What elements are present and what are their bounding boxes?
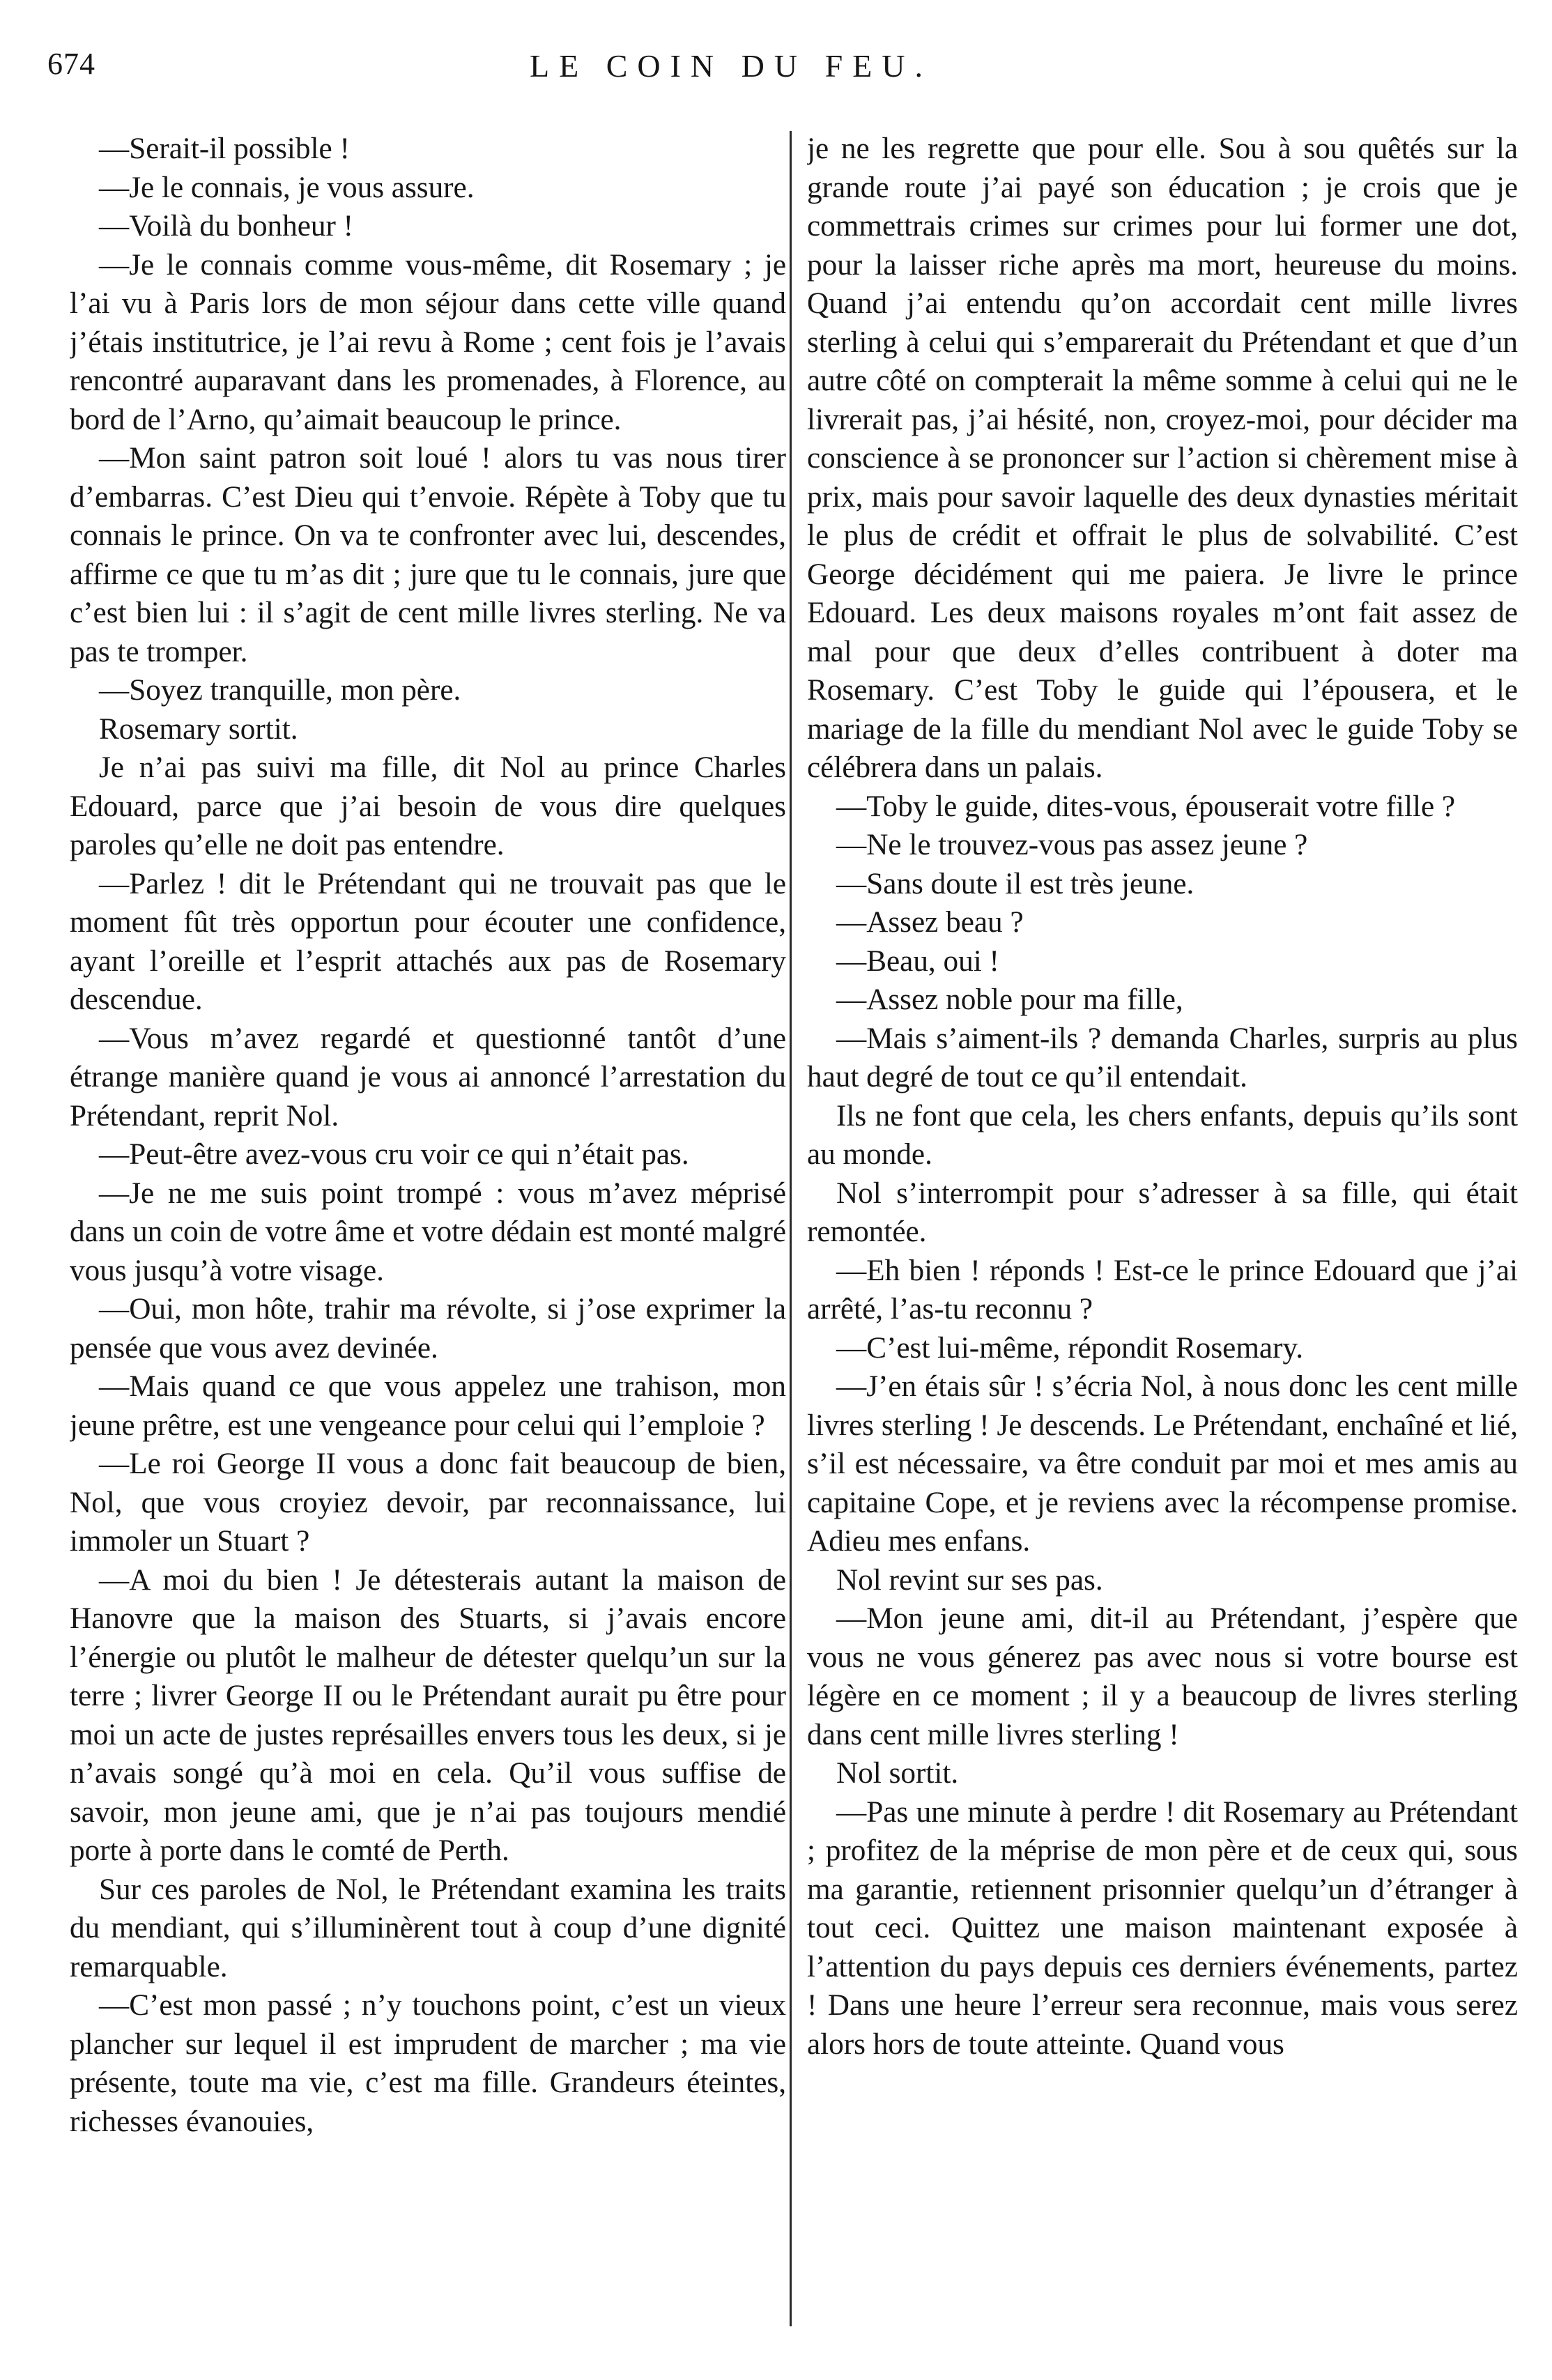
column-divider <box>790 131 792 2326</box>
paragraph: —Mais quand ce que vous appelez une trahison, mon jeune prêtre, est une vengeance pour celui qui l’emploie ? <box>70 1370 786 1442</box>
page-number: 674 <box>47 47 95 81</box>
running-title: LE COIN DU FEU. <box>530 48 932 84</box>
paragraph: Nol s’interrompit pour s’adresser à sa fille, qui était remontée. <box>807 1176 1518 1248</box>
paragraph: —Oui, mon hôte, trahir ma révolte, si j’ose exprimer la pensée que vous avez devinée. <box>70 1293 786 1365</box>
paragraph: —A moi du bien ! Je détesterais autant la maison de Hanovre que la maison des Stuarts, si j’avais encore l’énergie ou plutôt le malheur de détester quelqu’un sur la terre ; livrer George II ou le Prétendant aurait pu être pour moi un acte de justes représailles envers tous les deux, si je n’avais songé qu’à moi en cela. Qu’il vous suffise de savoir, mon jeune ami, que je n’ai pas toujours mendié porte à porte dans le comté de Perth. <box>70 1563 786 1867</box>
paragraph: —Sans doute il est très jeune. <box>836 867 1194 900</box>
paragraph: —Vous m’avez regardé et questionné tantôt d’une étrange manière quand je vous ai annoncé l’arrestation du Prétendant, reprit Nol. <box>70 1022 786 1133</box>
paragraph: —Mon saint patron soit loué ! alors tu vas nous tirer d’embarras. C’est Dieu qui t’envoie. Répète à Toby que tu connais le prince. On va te confronter avec lui, descendes, affirme ce que tu m’as dit ; jure que tu le connais, jure que c’est bien lui : il s’agit de cent mille livres sterling. Ne va pas te tromper. <box>70 442 786 668</box>
left-text-column <box>70 130 786 2332</box>
paragraph: Ils ne font que cela, les chers enfants, depuis qu’ils sont au monde. <box>807 1099 1518 1171</box>
paragraph: —Je le connais, je vous assure. <box>99 171 475 204</box>
paragraph: —Peut-être avez-vous cru voir ce qui n’était pas. <box>99 1138 689 1171</box>
paragraph: —Pas une minute à perdre ! dit Rosemary au Prétendant ; profitez de la méprise de mon père et de ceux qui, sous ma garantie, retiennent prisonnier quelqu’un d’étranger à tout ceci. Quittez une maison maintenant exposée à l’attention du pays depuis ces derniers événements, partez ! Dans une heure l’erreur sera reconnue, mais vous serez alors hors de toute atteinte. Quand vous <box>807 1795 1518 2061</box>
paragraph: —Assez noble pour ma fille, <box>836 983 1183 1016</box>
paragraph: —Mais s’aiment-ils ? demanda Charles, surpris au plus haut degré de tout ce qu’il entendait. <box>807 1022 1518 1093</box>
paragraph: —Je le connais comme vous-même, dit Rosemary ; je l’ai vu à Paris lors de mon séjour dans cette ville quand j’étais institutrice, je l’ai revu à Rome ; cent fois je l’avais rencontré auparavant dans les promenades, à Florence, au bord de l’Arno, qu’aimait beaucoup le prince. <box>70 248 786 436</box>
paragraph: —Je ne me suis point trompé : vous m’avez méprisé dans un coin de votre âme et votre dédain est monté malgré vous jusqu’à votre visage. <box>70 1176 786 1287</box>
right-text-column <box>807 130 1518 2332</box>
paragraph: —J’en étais sûr ! s’écria Nol, à nous donc les cent mille livres sterling ! Je descends. Le Prétendant, enchaîné et lié, s’il est nécessaire, va être conduit par moi et mes amis au capitaine Cope, et je reviens avec la récompense promise. Adieu mes enfans. <box>807 1370 1518 1558</box>
paragraph: Rosemary sortit. <box>99 712 298 746</box>
paragraph: —Ne le trouvez-vous pas assez jeune ? <box>836 829 1308 861</box>
paragraph: —Parlez ! dit le Prétendant qui ne trouvait pas que le moment fût très opportun pour écouter une confidence, ayant l’oreille et l’esprit attachés aux pas de Rosemary descendue. <box>70 867 786 1016</box>
paragraph: —Assez beau ? <box>836 906 1024 939</box>
paragraph: —Serait-il possible ! <box>99 132 350 165</box>
paragraph: —Voilà du bonheur ! <box>99 210 354 243</box>
paragraph: Nol sortit. <box>836 1757 959 1790</box>
paragraph: Nol revint sur ses pas. <box>836 1563 1103 1597</box>
paragraph: Je n’ai pas suivi ma fille, dit Nol au prince Charles Edouard, parce que j’ai besoin de vous dire quelques paroles qu’elle ne doit pas entendre. <box>70 751 786 861</box>
paragraph: Sur ces paroles de Nol, le Prétendant examina les traits du mendiant, qui s’illuminèrent tout à coup d’une dignité remarquable. <box>70 1873 786 1983</box>
paragraph: —Soyez tranquille, mon père. <box>99 674 461 707</box>
paragraph: —C’est lui-même, répondit Rosemary. <box>836 1331 1304 1365</box>
paragraph: —Mon jeune ami, dit-il au Prétendant, j’espère que vous ne vous génerez pas avec nous si votre bourse est légère en ce moment ; il y a beaucoup de livres sterling dans cent mille livres sterling ! <box>807 1602 1518 1751</box>
paragraph: —C’est mon passé ; n’y touchons point, c’est un vieux plancher sur lequel il est imprudent de marcher ; ma vie présente, toute ma vie, c’est ma fille. Grandeurs éteintes, richesses évanouies, <box>70 1989 786 2138</box>
paragraph: je ne les regrette que pour elle. Sou à sou quêtés sur la grande route j’ai payé son éducation ; je crois que je commettrais crimes sur crimes pour lui former une dot, pour la laisser riche après ma mort, heureuse du moins. Quand j’ai entendu qu’on accordait cent mille livres sterling à celui qui s’emparerait du Prétendant et que d’un autre côté on compterait la même somme à celui qui ne le livrerait pas, j’ai hésité, non, croyez-moi, pour décider ma conscience à se prononcer sur l’action si chèrement mise à prix, mais pour savoir laquelle des deux dynasties méritait le plus de crédit et offrait le plus de solvabilité. C’est George décidément qui me paiera. Je livre le prince Edouard. Les deux maisons royales m’ont fait assez de mal pour que deux d’elles contribuent à doter ma Rosemary. C’est Toby le guide qui l’épousera, et le mariage de la fille du mendiant Nol avec le guide Toby se célébrera dans un palais. <box>807 132 1518 784</box>
paragraph: —Eh bien ! réponds ! Est-ce le prince Edouard que j’ai arrêté, l’as-tu reconnu ? <box>807 1254 1518 1326</box>
paragraph: —Toby le guide, dites-vous, épouserait votre fille ? <box>836 790 1456 823</box>
paragraph: —Le roi George II vous a donc fait beaucoup de bien, Nol, que vous croyiez devoir, par reconnaissance, lui immoler un Stuart ? <box>70 1448 786 1558</box>
paragraph: —Beau, oui ! <box>836 944 999 978</box>
